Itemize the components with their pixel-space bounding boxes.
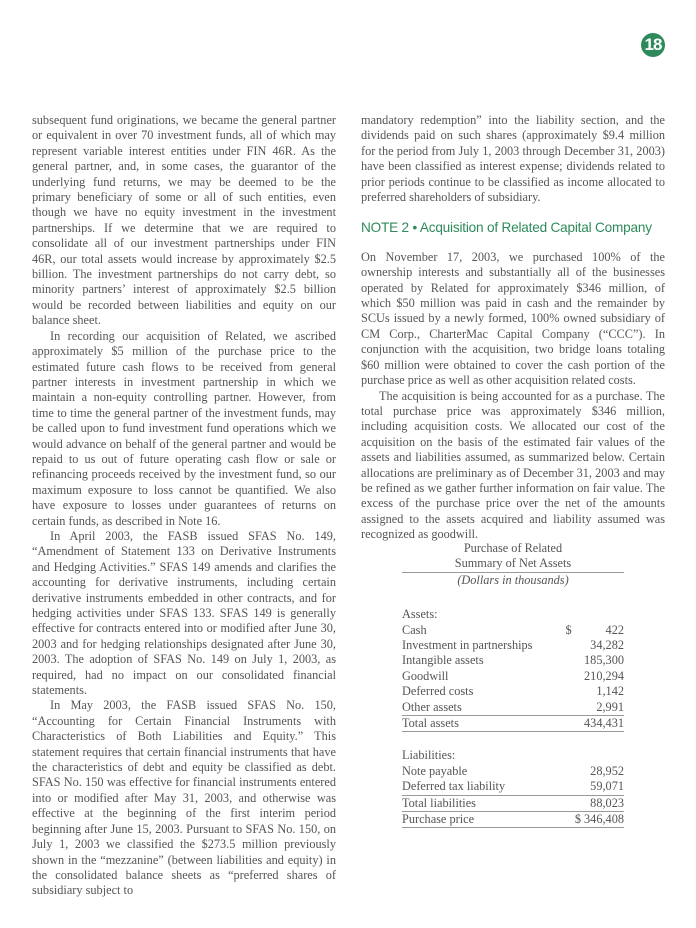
purchase-price-row: Purchase price $ 346,408 bbox=[402, 812, 624, 828]
paragraph: In recording our acquisition of Related, we ascribed approximately $5 million of the purchase price to the estimated future cash flows to be received from general partner interests in investment partnership in which we maintain a non-equity controlling partner. However, from time to time the general partner of the investment funds, may be called upon to fund investment fund operations which we would advance on behalf of the general partner and would be repaid to us out of future operating cash flow or sale or refinancing proceeds received by the investment fund, so our maximum exposure to loss cannot be quantified. We also have exposure to losses under guarantees of returns on certain funds, as described in Note 16. bbox=[32, 328, 336, 528]
note-heading: NOTE 2 • Acquisition of Related Capital Company bbox=[361, 220, 652, 236]
net-assets-summary-table bbox=[402, 541, 624, 828]
paragraph: On November 17, 2003, we purchased 100% of the ownership interests and substantially all of the businesses operated by Related for approximately $346 million, of which $50 million was paid in cash and the remainder by SCUs issued by a newly formed, 100% owned subsidiary of CM Corp., CharterMac Capital Company (“CCC”). In conjunction with the acquisition, two bridge loans totaling $60 million were obtained to cover the cash portion of the purchase price as well as other acquisition related costs. bbox=[361, 249, 665, 388]
paragraph: subsequent fund originations, we became the general partner or equivalent in over 70 investment funds, all of which may represent variable interest entities under FIN 46R. As the general partner, and, in some cases, the guarantor of the underlying fund returns, we may be deemed to be the primary beneficiary of some or all of such entities, even though we have no equity investment in the investment partnerships. If we determine that we are required to consolidate all of our investment partnerships under FIN 46R, our total assets would increase by approximately $2.5 billion. The investment partnerships do not carry debt, so minority partners’ interest of approximately $2.5 billion would be recorded between liabilities and equity on our balance sheet. bbox=[32, 113, 336, 328]
table-row: Investment in partnerships 34,282 bbox=[402, 638, 624, 652]
section-label: Assets: bbox=[402, 607, 438, 622]
section-label: Liabilities: bbox=[402, 748, 456, 763]
paragraph: The acquisition is being accounted for as a purchase. The total purchase price was approximately $346 million, including acquisition costs. We allocated our cost of the acquisition on the basis of the estimated fair values of the assets and liabilities assumed, as summarized below. Certain allocations are preliminary as of December 31, 2003 and may be refined as we gather further information on fair value. The excess of the purchase price over the net of the amounts assigned to the assets acquired and liability assumed was recognized as goodwill. bbox=[361, 388, 665, 542]
table-row: Note payable 28,952 bbox=[402, 763, 624, 778]
paragraph: In May 2003, the FASB issued SFAS No. 150, “Accounting for Certain Financial Instruments with Characteristics of Both Liabilities and Equity.” This statement requires that certain financial instruments that have the characteristics of debt and equity be classified as debt. SFAS No. 150 was effective for financial instruments entered into or modified after May 31, 2003, and otherwise was effective at the beginning of the first interim period beginning after June 15, 2003. Pursuant to SFAS No. 150, on July 1, 2003 we classified the $273.5 million previously shown in the “mezzanine” (between liabilities and equity) in the consolidated balance sheets as “preferred shares of subsidiary subject to bbox=[32, 698, 336, 898]
table-subtitle: (Dollars in thousands) bbox=[457, 572, 569, 587]
table-row: Other assets 2,991 bbox=[402, 699, 624, 714]
table-title: Summary of Net Assets bbox=[402, 556, 624, 572]
left-column bbox=[32, 113, 336, 899]
table-row: Intangible assets 185,300 bbox=[402, 653, 624, 668]
table-title: Purchase of Related bbox=[463, 541, 563, 555]
table-row: Deferred costs 1,142 bbox=[402, 684, 624, 699]
total-assets-row: Total assets 434,431 bbox=[402, 715, 624, 732]
paragraph: In April 2003, the FASB issued SFAS No. 149, “Amendment of Statement 133 on Derivative Instruments and Hedging Activities.” SFAS 149 amends and clarifies the accounting for derivative instruments, including certain derivative instruments embedded in other contracts, and for hedging activities under SFAS 133. SFAS 149 is generally effective for contracts entered into or modified after June 30, 2003 and for hedging relationships designated after June 30, 2003. The adoption of SFAS No. 149 on July 1, 2003, as required, had no impact on our consolidated financial statements. bbox=[32, 528, 336, 698]
right-column bbox=[361, 113, 665, 543]
page-number-badge: 18 bbox=[641, 33, 665, 57]
paragraph: mandatory redemption” into the liability section, and the dividends paid on such shares (approximately $9.4 million for the period from July 1, 2003 through December 31, 2003) have been classified as interest expense; dividends related to prior periods continue to be classified as income allocated to preferred shareholders of subsidiary. bbox=[361, 113, 665, 205]
table-row: Cash $ 422 bbox=[402, 622, 624, 637]
total-liabilities-row: Total liabilities 88,023 bbox=[402, 795, 624, 812]
table-row: Goodwill 210,294 bbox=[402, 668, 624, 683]
table-row: Deferred tax liability 59,071 bbox=[402, 779, 624, 794]
